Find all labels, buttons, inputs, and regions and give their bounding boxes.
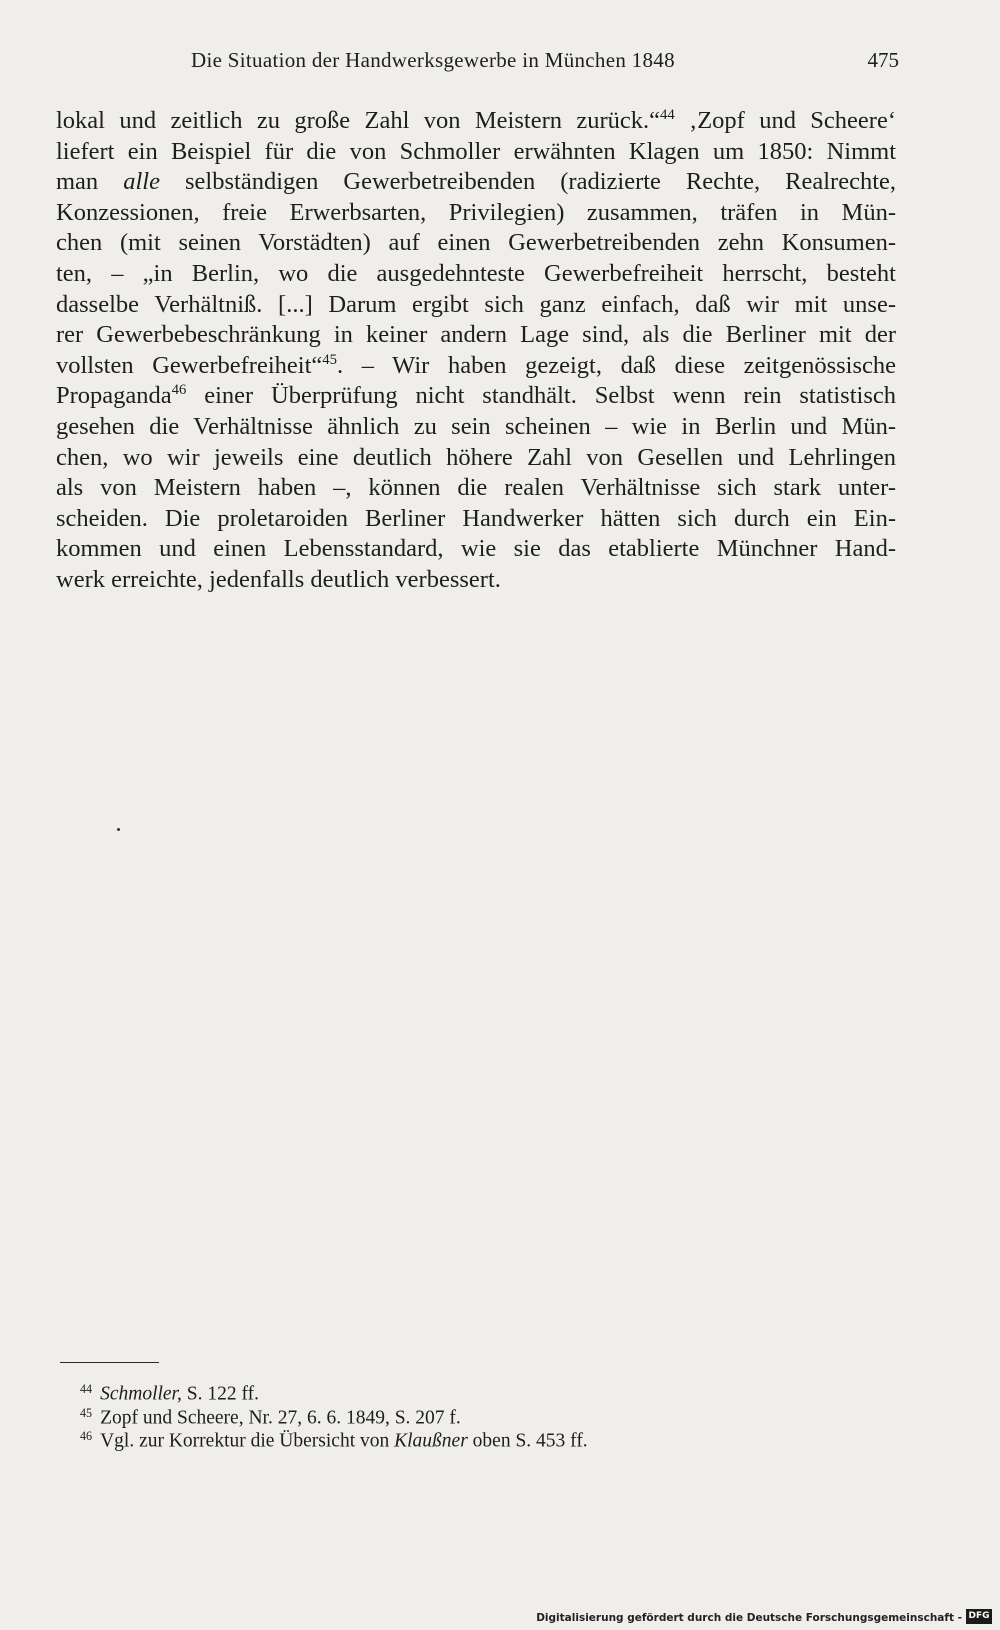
footnote-text: oben S. 453 ff. bbox=[467, 1430, 588, 1452]
text-run: ‚Zopf und Scheere‘ bbox=[674, 107, 897, 134]
text-run: man bbox=[56, 168, 124, 196]
footnote-number: 44 bbox=[80, 1382, 93, 1396]
text-run: . – Wir haben gezeigt, daß diese zeitgenössische bbox=[336, 351, 897, 379]
page-number: 475 bbox=[867, 48, 899, 72]
text-run: lokal und zeitlich zu große Zahl von Meistern zurück.“ bbox=[56, 107, 661, 134]
text-run: Propaganda bbox=[56, 382, 172, 410]
text-line bbox=[56, 167, 896, 198]
dfg-logo: DFG bbox=[966, 1609, 992, 1624]
text-line: liefert ein Beispiel für die von Schmoller erwähnten Klagen um 1850: Nimmt bbox=[56, 137, 896, 165]
footnote-text: Vgl. zur Korrektur die Übersicht von bbox=[100, 1430, 395, 1452]
text-line: ten, – „in Berlin, wo die ausgedehnteste Gewerbefreiheit herrscht, besteht bbox=[56, 259, 896, 287]
text-line bbox=[56, 106, 896, 137]
footnote-number: 46 bbox=[80, 1429, 93, 1443]
text-line: scheiden. Die proletaroiden Berliner Handwerker hätten sich durch ein Ein- bbox=[56, 504, 896, 532]
footnote-46 bbox=[80, 1425, 780, 1452]
text-line: dasselbe Verhältniß. [...] Darum ergibt sich ganz einfach, daß wir mit unse- bbox=[56, 290, 896, 318]
text-line bbox=[56, 351, 896, 382]
footnote-text: Zopf und Scheere, Nr. 27, 6. 6. 1849, S. 207 f. bbox=[100, 1407, 461, 1429]
text-line: chen (mit seinen Vorstädten) auf einen Gewerbetreibenden zehn Konsumen- bbox=[56, 229, 896, 257]
emphasis-text: alle bbox=[123, 168, 160, 196]
footnotes bbox=[80, 1378, 780, 1452]
footnote-text: S. 122 ff. bbox=[181, 1383, 259, 1405]
digitization-note: Digitalisierung gefördert durch die Deutsche Forschungsgemeinschaft - bbox=[536, 1612, 962, 1624]
text-line: gesehen die Verhältnisse ähnlich zu sein scheinen – wie in Berlin und Mün- bbox=[56, 412, 896, 440]
page-header bbox=[59, 48, 899, 84]
author-name: Schmoller, bbox=[100, 1383, 182, 1405]
footnote-ref-45: 45 bbox=[322, 351, 337, 368]
footnote-44 bbox=[80, 1378, 780, 1405]
text-line bbox=[56, 381, 896, 412]
author-name: Klaußner bbox=[394, 1430, 468, 1452]
footnote-separator bbox=[60, 1362, 159, 1363]
text-run: vollsten Gewerbefreiheit“ bbox=[56, 351, 323, 379]
text-line: werk erreichte, jedenfalls deutlich verbessert. bbox=[56, 565, 501, 593]
text-line: rer Gewerbebeschränkung in keiner andern Lage sind, als die Berliner mit der bbox=[56, 321, 896, 349]
text-line: chen, wo wir jeweils eine deutlich höhere Zahl von Gesellen und Lehrlingen bbox=[56, 443, 896, 471]
footnote-number: 45 bbox=[80, 1405, 93, 1420]
text-line: als von Meistern haben –, können die realen Verhältnisse sich stark unter- bbox=[56, 474, 896, 502]
ink-speck bbox=[117, 828, 120, 831]
footnote-ref-44: 44 bbox=[660, 107, 675, 124]
footnote-45 bbox=[80, 1402, 780, 1429]
text-line: kommen und einen Lebensstandard, wie sie das etablierte Münchner Hand- bbox=[56, 535, 896, 563]
running-title: Die Situation der Handwerksgewerbe in München 1848 bbox=[191, 48, 675, 72]
footnote-ref-46: 46 bbox=[171, 382, 187, 399]
text-line: Konzessionen, freie Erwerbsarten, Privilegien) zusammen, träfen in Mün- bbox=[56, 198, 896, 226]
text-run: selbständigen Gewerbetreibenden (radizierte Rechte, Realrechte, bbox=[159, 168, 897, 196]
body-paragraph bbox=[56, 106, 896, 596]
text-run: einer Überprüfung nicht standhält. Selbst wenn rein statistisch bbox=[186, 382, 896, 410]
